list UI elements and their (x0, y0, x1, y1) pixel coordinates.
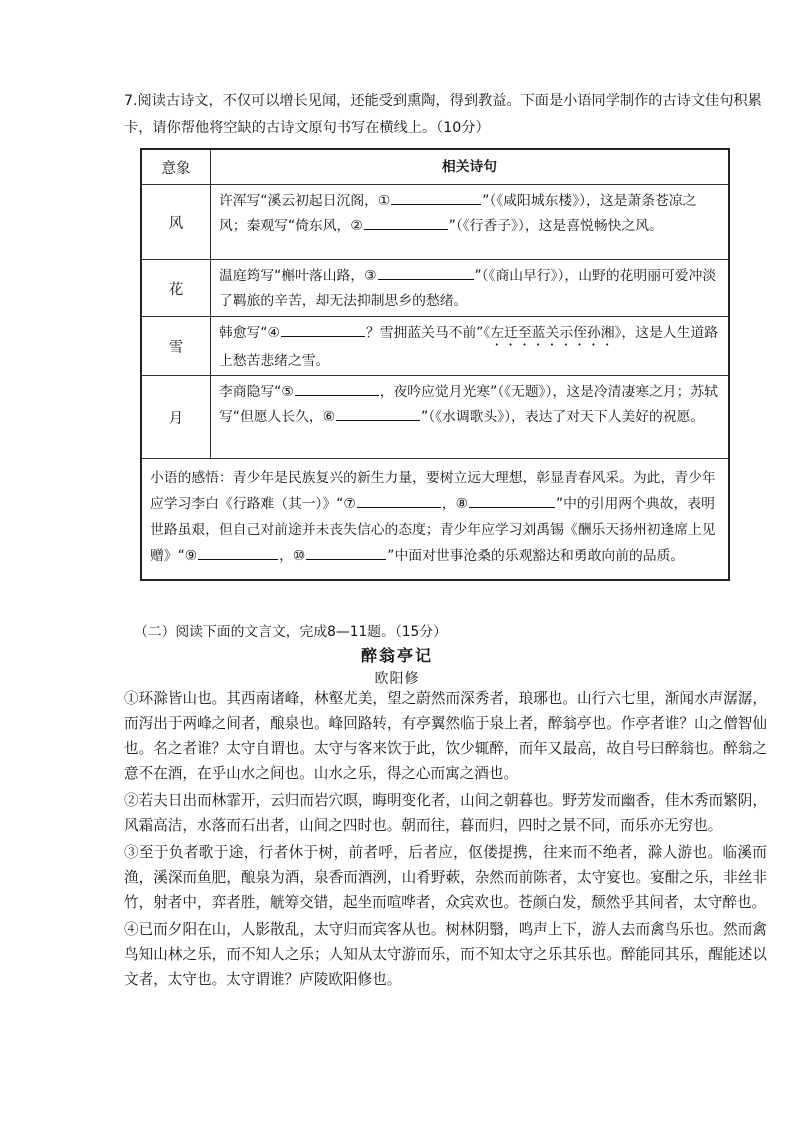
moon-text-2: ，夜吟应觉月光寒”（《无题》），这是冷清凄寒之月；苏轼写“但愿人长久，⑥ (219, 384, 718, 425)
reflection-text (142, 459, 728, 579)
wind-text-3: ”（《行香子》），这是喜悦畅快之风。 (448, 218, 663, 234)
table-row-reflection (142, 458, 728, 579)
passage-body (124, 686, 767, 994)
moon-text-3: ”（《水调歌头》），表达了对天下人美好的祝愿。 (421, 409, 705, 425)
poetry-card-table (140, 148, 730, 581)
wind-text-2: ”（《咸阳城东楼》），这是萧条苍凉之风；秦观写“倚东风，② (219, 193, 697, 234)
moon-text-1: 李商隐写“⑤ (219, 384, 294, 400)
snow-text-1: 韩愈写“④ (219, 325, 280, 341)
passage-author: 欧阳修 (374, 671, 420, 687)
section-2-heading: （二）阅读下面的文言文，完成8—11题。（15分） (134, 624, 447, 640)
passage-paragraph-4: ④已而夕阳在山，人影散乱，太守归而宾客从也。树林阴翳，鸣声上下，游人去而禽鸟乐也。然而禽鸟知山林之乐，而不知人之乐；人知从太守游而乐，而不知太守之乐其乐也。醉能同其乐，醒能述以文者，太守也。太守谓谁？庐陵欧阳修也。 (124, 921, 767, 988)
snow-text-3: 》，这是人生道路上愁苦悲绪之雪。 (219, 325, 718, 369)
passage-paragraph-1: ①环滁皆山也。其西南诸峰，林壑尤美，望之蔚然而深秀者，琅琊也。山行六七里，渐闻水声潺潺，而泻出于两峰之间者，酿泉也。峰回路转，有亭翼然临于泉上者，醉翁亭也。作亭者谁？山之僧智仙也。名之者谁？太守自谓也。太守与客来饮于此，饮少辄醉，而年又最高，故自号曰醉翁也。醉翁之意不在酒，在乎山水之间也。山水之乐，得之心而寓之酒也。 (124, 690, 767, 782)
table-row-flower (142, 259, 728, 316)
flower-lines (211, 260, 728, 316)
imagery-wind: 风 (142, 185, 211, 259)
wind-lines (211, 185, 728, 259)
flower-text-2: ”（《商山早行》），山野的花明丽可爱冲淡了羁旅的辛苦，却无法抑制思乡的愁绪。 (219, 268, 717, 309)
reflection-text-2: ，⑧ (441, 496, 468, 512)
snow-lines (211, 317, 728, 375)
wind-text-1: 许浑写“溪云初起日沉阁，① (219, 193, 391, 209)
snow-title-emphasis: 左迁至蓝关示侄孙湘 (490, 325, 615, 341)
reflection-text-4: ，⑩ (279, 548, 306, 564)
table-header-row (142, 150, 728, 184)
reflection-text-5: ”中面对世事沧桑的乐观豁达和勇敢向前的品质。 (387, 548, 685, 564)
answer-blank-8[interactable] (469, 493, 555, 508)
answer-blank-10[interactable] (306, 545, 386, 560)
imagery-snow: 雪 (142, 317, 211, 375)
passage-paragraph-3: ③至于负者歌于途，行者休于树，前者呼，后者应，伛偻提携，往来而不绝者，滁人游也。临溪而渔，溪深而鱼肥，酿泉为酒，泉香而酒洌，山肴野蔌，杂然而前陈者，太守宴也。宴酣之乐，非丝非竹，射者中，弈者胜，觥筹交错，起坐而喧哗者，众宾欢也。苍颜白发，颓然乎其间者，太守醉也。 (124, 844, 767, 911)
question-7-intro: 7.阅读古诗文，不仅可以增长见闻，还能受到熏陶，得到教益。下面是小语同学制作的古诗文佳句积累卡，请你帮他将空缺的古诗文原句书写在横线上。（10分） (124, 93, 762, 136)
moon-lines (211, 376, 728, 458)
answer-blank-4[interactable] (281, 322, 365, 337)
answer-blank-2[interactable] (364, 215, 448, 230)
answer-blank-7[interactable] (357, 493, 441, 508)
imagery-flower: 花 (142, 260, 211, 316)
flower-text-1: 温庭筠写“槲叶落山路，③ (219, 268, 377, 284)
answer-blank-9[interactable] (198, 545, 278, 560)
table-row-snow (142, 316, 728, 375)
table-row-moon (142, 375, 728, 458)
header-imagery: 意象 (142, 150, 211, 184)
reflection-text-3: ”中的引用两个典故，表明世路虽艰，但自己对前途并未丧失信心的态度；青少年应学习刘禹锡《酬乐天扬州初逢席上见赠》“⑨ (150, 496, 716, 564)
answer-blank-6[interactable] (336, 406, 420, 421)
table-row-wind (142, 184, 728, 259)
reflection-text-1: 小语的感悟：青少年是民族复兴的新生力量，要树立远大理想，彰显青春风采。为此，青少年应学习李白《行路难（其一）》“⑦ (150, 470, 716, 512)
passage-title: 醉翁亭记 (360, 646, 433, 665)
answer-blank-3[interactable] (378, 265, 474, 280)
imagery-moon: 月 (142, 376, 211, 458)
answer-blank-5[interactable] (295, 381, 379, 396)
snow-text-2: ？雪拥蓝关马不前”《 (365, 325, 491, 341)
passage-paragraph-2: ②若夫日出而林霏开，云归而岩穴暝，晦明变化者，山间之朝暮也。野芳发而幽香，佳木秀而繁阴，风霜高洁，水落而石出者，山间之四时也。朝而往，暮而归，四时之景不同，而乐亦无穷也。 (124, 792, 767, 834)
answer-blank-1[interactable] (391, 190, 481, 205)
header-related-lines: 相关诗句 (441, 158, 498, 175)
